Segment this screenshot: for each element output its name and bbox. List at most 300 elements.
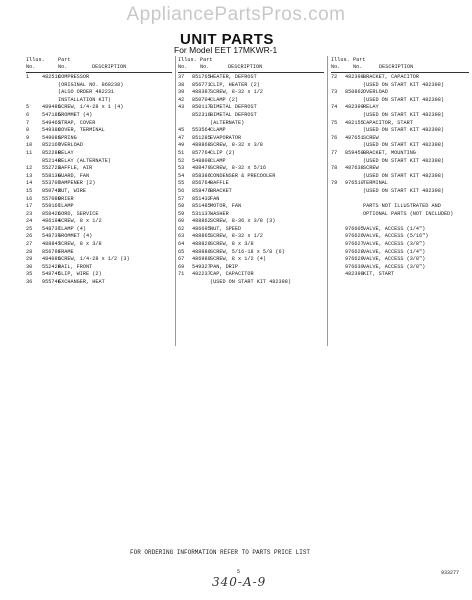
table-row xyxy=(178,135,324,143)
part-description: CLAMP (4) xyxy=(58,225,87,232)
part-description: STRAP, COVER xyxy=(58,119,96,126)
table-row xyxy=(331,142,469,150)
illus-number: 30 xyxy=(26,263,33,270)
table-row xyxy=(178,158,324,166)
illus-number: 27 xyxy=(26,241,33,248)
illus-number: 25 xyxy=(26,225,33,232)
table-row xyxy=(178,249,324,257)
illus-number: 23 xyxy=(26,210,33,217)
part-description: (ALTERNATE) xyxy=(210,119,245,126)
part-description: SCREW, 8-32 x 3/8 xyxy=(210,142,263,149)
header-no: No. xyxy=(331,64,341,70)
part-description: RELAY xyxy=(58,149,74,156)
table-row xyxy=(26,150,172,158)
part-description: (USED ON START KIT 482398) xyxy=(363,172,444,179)
column-divider xyxy=(175,56,176,346)
part-description: (USED ON START KIT 482398) xyxy=(363,142,444,149)
part-description: TERMINAL xyxy=(363,180,388,187)
table-row xyxy=(331,218,469,226)
illus-number: 54 xyxy=(178,172,185,179)
table-row xyxy=(178,74,324,82)
part-number: 852167 xyxy=(42,142,61,149)
header-part: Part xyxy=(200,57,213,63)
table-row xyxy=(331,241,469,249)
table-row xyxy=(178,271,324,279)
table-row xyxy=(26,89,172,97)
part-number: 548737 xyxy=(42,225,61,232)
part-number: 489486 xyxy=(42,104,61,111)
illus-number: 51 xyxy=(178,149,185,156)
part-description: SCREW, 1/4-28 x 1 (4) xyxy=(58,104,124,111)
page-number: 5 xyxy=(237,569,241,575)
illus-number: 12 xyxy=(26,165,33,172)
part-description: SCREW, 8 x 1/2 (4) xyxy=(210,256,267,263)
part-number: 486194 xyxy=(42,218,61,225)
part-number: 557080 xyxy=(42,195,61,202)
part-description: NUT, WIRE xyxy=(58,187,87,194)
part-description: (USED ON START KIT 482398) xyxy=(363,96,444,103)
illus-number: 49 xyxy=(178,142,185,149)
illus-number: 35 xyxy=(26,271,33,278)
header-illus: Illus. xyxy=(178,57,197,63)
part-number: 488865 xyxy=(192,233,211,240)
header-no: No. xyxy=(178,64,188,70)
part-number: 482516 xyxy=(42,74,61,80)
part-number: 548737 xyxy=(42,233,61,240)
illus-number: 11 xyxy=(26,149,33,156)
part-number: 976628 xyxy=(345,248,364,255)
table-row xyxy=(26,97,172,105)
part-number: 858426 xyxy=(42,210,61,217)
illus-number: 71 xyxy=(178,271,185,278)
model-subtitle: For Model EET 17MKWR-1 xyxy=(174,45,278,55)
illus-number: 36 xyxy=(26,279,33,286)
part-number: 859459 xyxy=(345,149,364,156)
table-row xyxy=(178,264,324,272)
illus-number: 5 xyxy=(26,104,30,111)
illus-number: 15 xyxy=(26,187,33,194)
header-illus: Illus. xyxy=(26,57,45,63)
part-description: CLIP (2) xyxy=(210,149,235,156)
illus-number: 78 xyxy=(331,165,338,172)
watermark: AppliancePartsPros.com xyxy=(126,4,346,25)
header-illus: Illus. xyxy=(331,57,350,63)
header-description: DESCRIPTION xyxy=(379,64,414,70)
part-description: CAPACITOR, START xyxy=(363,119,413,126)
illus-number: 76 xyxy=(331,134,338,141)
illus-number: 62 xyxy=(178,225,185,232)
table-row xyxy=(26,165,172,173)
part-number: 552426 xyxy=(42,263,61,270)
illus-number: 65 xyxy=(178,248,185,255)
part-description: BIMETAL DEFROST xyxy=(210,111,257,118)
part-number: 976629 xyxy=(345,256,364,263)
part-description: SCREW xyxy=(363,165,379,172)
part-description: SCREW, 8-32 x 1/2 xyxy=(210,89,263,96)
part-description: (ALSO ORDER 482231 xyxy=(58,89,115,96)
page-title: UNIT PARTS xyxy=(180,31,274,48)
part-number: 976626 xyxy=(345,233,364,240)
part-description: VALVE, ACCESS (1/4") xyxy=(363,225,426,232)
header-rule xyxy=(178,72,324,73)
part-number: 976510 xyxy=(345,180,364,187)
part-number: 482155 xyxy=(345,119,364,126)
illus-number: 72 xyxy=(331,74,338,80)
part-number: 531137 xyxy=(192,210,211,217)
part-description: GROMMET (4) xyxy=(58,111,93,118)
part-description: CLAMP xyxy=(210,127,226,134)
part-number: 486989 xyxy=(192,256,211,263)
table-row xyxy=(331,82,469,90)
part-number: 558130 xyxy=(42,172,61,179)
part-description: (USED ON START KIT 482398) xyxy=(363,81,444,88)
header-part-no: No. xyxy=(353,64,363,70)
part-description: SCREW, 1/4-28 x 1/2 (3) xyxy=(58,256,130,263)
part-number: 482237 xyxy=(192,271,211,278)
column-divider xyxy=(327,56,328,346)
table-row xyxy=(178,233,324,241)
table-row xyxy=(26,279,172,287)
table-row xyxy=(26,127,172,135)
table-row xyxy=(178,241,324,249)
part-number: 487651 xyxy=(345,134,364,141)
part-number: 488387 xyxy=(192,89,211,96)
column-header xyxy=(26,56,172,72)
table-row xyxy=(331,104,469,112)
part-number: 482398 xyxy=(345,74,364,80)
illus-number: 47 xyxy=(178,134,185,141)
part-description: VALVE, ACCESS (3/8") xyxy=(363,263,426,270)
illus-number: 52 xyxy=(178,157,185,164)
part-number: 488868 xyxy=(192,142,211,149)
illus-number: 39 xyxy=(178,89,185,96)
part-description: VALVE, ACCESS (5/16") xyxy=(363,233,429,240)
part-number: 852316 xyxy=(192,111,211,118)
part-number: 976630 xyxy=(345,263,364,270)
table-row xyxy=(331,188,469,196)
illus-number: 42 xyxy=(178,96,185,103)
illus-number: 38 xyxy=(178,81,185,88)
illus-number: 55 xyxy=(178,180,185,187)
part-description: (USED ON START KIT 482398) xyxy=(210,279,291,286)
table-row xyxy=(331,233,469,241)
illus-number: 1 xyxy=(26,74,30,80)
illus-number: 6 xyxy=(26,111,30,118)
illus-number: 37 xyxy=(178,74,185,80)
table-row xyxy=(26,120,172,128)
part-description: CLIP, HEATER (2) xyxy=(210,81,260,88)
parts-column-1 xyxy=(26,56,172,287)
part-number: 488862 xyxy=(192,218,211,225)
parts-column-2 xyxy=(178,56,324,287)
part-description: INSTALLATION KIT) xyxy=(58,96,111,103)
table-row xyxy=(26,82,172,90)
illus-number: 60 xyxy=(178,218,185,225)
table-row xyxy=(331,89,469,97)
part-number: 851285 xyxy=(192,134,211,141)
part-number: 549086 xyxy=(42,134,61,141)
table-row xyxy=(331,211,469,219)
illus-number: 64 xyxy=(178,241,185,248)
table-row xyxy=(178,180,324,188)
part-number: 548808 xyxy=(192,157,211,164)
table-row xyxy=(178,127,324,135)
table-row xyxy=(331,97,469,105)
part-description: SCREW, 8 x 1/2 xyxy=(58,218,102,225)
part-number: 552723 xyxy=(42,165,61,172)
table-row xyxy=(26,271,172,279)
table-row xyxy=(331,112,469,120)
table-row xyxy=(178,279,324,287)
header-description: DESCRIPTION xyxy=(92,64,127,70)
part-number: 487638 xyxy=(345,165,364,172)
part-number: 482399 xyxy=(345,104,364,111)
illus-number: 57 xyxy=(178,195,185,202)
column-header xyxy=(331,56,469,72)
part-number: 549327 xyxy=(192,263,211,270)
table-row xyxy=(331,120,469,128)
illus-number: 14 xyxy=(26,180,33,187)
part-number: 857764 xyxy=(192,149,211,156)
part-number: 553707 xyxy=(42,180,61,187)
table-row xyxy=(26,135,172,143)
illus-number: 53 xyxy=(178,165,185,172)
part-description: BAFFLE xyxy=(210,180,229,187)
part-number: 851432 xyxy=(192,195,211,202)
part-number: 858476 xyxy=(192,187,211,194)
table-row xyxy=(178,188,324,196)
table-row xyxy=(178,165,324,173)
table-row xyxy=(26,233,172,241)
table-row xyxy=(331,249,469,257)
table-row xyxy=(26,158,172,166)
part-description: CONDENSER & PRECOOLER xyxy=(210,172,276,179)
part-description: SCREW xyxy=(363,134,379,141)
part-description: RELAY xyxy=(363,104,379,111)
illus-number: 75 xyxy=(331,119,338,126)
table-row xyxy=(26,203,172,211)
table-row xyxy=(331,271,469,279)
table-row xyxy=(26,180,172,188)
table-row xyxy=(331,226,469,234)
table-row xyxy=(178,112,324,120)
table-row xyxy=(26,112,172,120)
illus-number: 29 xyxy=(26,256,33,263)
illus-number: 9 xyxy=(26,134,30,141)
table-row xyxy=(26,173,172,181)
part-number: 488889 xyxy=(192,248,211,255)
part-description: GUARD, FAN xyxy=(58,172,90,179)
table-row xyxy=(26,188,172,196)
part-description: CLIP, WIRE (2) xyxy=(58,271,102,278)
table-row xyxy=(26,74,172,82)
part-description: SCREW, 8 x 3/8 xyxy=(210,241,254,248)
part-description: VALVE, ACCESS (3/8") xyxy=(363,241,426,248)
part-number: 955746 xyxy=(42,279,61,286)
part-description: (USED ON START KIT 482398) xyxy=(363,127,444,134)
part-description: (ORIGINAL NO. 860238) xyxy=(58,81,124,88)
table-row xyxy=(178,226,324,234)
table-row xyxy=(331,135,469,143)
part-description: CLAMP (2) xyxy=(210,96,239,103)
illus-number: 28 xyxy=(26,248,33,255)
part-number: 851765 xyxy=(192,74,211,80)
illus-number: 13 xyxy=(26,172,33,179)
part-description: SCREW, 8 x 3/8 xyxy=(58,241,102,248)
column-header xyxy=(178,56,324,72)
table-row xyxy=(26,196,172,204)
part-number: 850862 xyxy=(345,89,364,96)
part-number: 856771 xyxy=(192,81,211,88)
part-number: 553564 xyxy=(192,127,211,134)
table-row xyxy=(178,256,324,264)
table-row xyxy=(178,203,324,211)
part-description: DAMPENER (2) xyxy=(58,180,96,187)
table-row xyxy=(178,120,324,128)
illus-number: 74 xyxy=(331,104,338,111)
part-description: BRACKET, CAPACITOR xyxy=(363,74,420,80)
part-description: GROMMET (4) xyxy=(58,233,93,240)
handwritten-note: 340-A-9 xyxy=(212,575,267,589)
part-description: OVERLOAD xyxy=(363,89,388,96)
part-description: (USED ON START KIT 482398) xyxy=(363,187,444,194)
illus-number: 26 xyxy=(26,233,33,240)
part-number: 850742 xyxy=(42,187,61,194)
table-row xyxy=(26,142,172,150)
part-description: EVAPORATOR xyxy=(210,134,242,141)
part-number: 484086 xyxy=(42,256,61,263)
part-description: NUT, SPEED xyxy=(210,225,242,232)
table-row xyxy=(26,264,172,272)
part-number: 488479 xyxy=(192,165,211,172)
illus-number: 43 xyxy=(178,104,185,111)
part-number: 850704 xyxy=(192,96,211,103)
part-description: PAN, DRIP xyxy=(210,263,239,270)
table-row xyxy=(331,196,469,204)
part-number: 486695 xyxy=(192,225,211,232)
part-description: WASHER xyxy=(210,210,229,217)
part-description: BRACKET xyxy=(210,187,232,194)
part-number: 976605 xyxy=(345,225,364,232)
part-description: SPRING xyxy=(58,134,77,141)
header-no: No. xyxy=(26,64,36,70)
part-description: BRACKET, MOUNTING xyxy=(363,149,416,156)
part-description: BAFFLE, AIR xyxy=(58,165,93,172)
table-row xyxy=(331,256,469,264)
part-number: 852280 xyxy=(42,149,61,156)
part-number: 482398 xyxy=(345,271,364,278)
table-row xyxy=(331,264,469,272)
part-number: 850117 xyxy=(192,104,211,111)
part-number: 976627 xyxy=(345,241,364,248)
illus-number: 67 xyxy=(178,256,185,263)
part-description: RELAY (ALTERNATE) xyxy=(58,157,111,164)
part-description: CLAMP xyxy=(210,157,226,164)
header-part: Part xyxy=(353,57,366,63)
ordering-footer: FOR ORDERING INFORMATION REFER TO PARTS PRICE LIST xyxy=(130,549,311,556)
document-code: 933277 xyxy=(441,570,460,576)
part-number: 548745 xyxy=(42,271,61,278)
header-part-no: No. xyxy=(200,64,210,70)
table-row xyxy=(331,203,469,211)
illus-number: 63 xyxy=(178,233,185,240)
illus-number: 7 xyxy=(26,119,30,126)
part-description: SCREW, 8-32 x 1/2 xyxy=(210,233,263,240)
table-row xyxy=(178,211,324,219)
part-description: (USED ON START KIT 482398) xyxy=(363,111,444,118)
table-row xyxy=(331,150,469,158)
illus-number: 8 xyxy=(26,127,30,134)
part-description: MOTOR, FAN xyxy=(210,203,242,210)
table-row xyxy=(331,165,469,173)
table-row xyxy=(26,249,172,257)
table-row xyxy=(331,180,469,188)
part-description: BIMETAL DEFROST xyxy=(210,104,257,111)
part-number: 549463 xyxy=(42,119,61,126)
illus-number: 24 xyxy=(26,218,33,225)
part-description: DRIER xyxy=(58,195,74,202)
illus-number: 16 xyxy=(26,195,33,202)
table-row xyxy=(178,150,324,158)
illus-number: 59 xyxy=(178,210,185,217)
table-row xyxy=(178,142,324,150)
part-number: 549380 xyxy=(42,127,61,134)
table-row xyxy=(331,158,469,166)
part-number: 547185 xyxy=(42,111,61,118)
table-row xyxy=(178,196,324,204)
part-number: 488847 xyxy=(42,241,61,248)
illus-number: 56 xyxy=(178,187,185,194)
table-row xyxy=(26,104,172,112)
header-rule xyxy=(26,72,172,73)
header-part: Part xyxy=(58,57,71,63)
part-number: 488829 xyxy=(192,241,211,248)
part-description: SCREW, 8-36 x 3/8 (3) xyxy=(210,218,276,225)
part-number: 852148 xyxy=(42,157,61,164)
part-number: 856764 xyxy=(192,180,211,187)
table-row xyxy=(178,173,324,181)
part-number: 858386 xyxy=(192,172,211,179)
part-description: SCREW, 8-32 x 5/16 xyxy=(210,165,267,172)
table-row xyxy=(26,211,172,219)
table-row xyxy=(331,74,469,82)
header-description: DESCRIPTION xyxy=(228,64,263,70)
illus-number: 17 xyxy=(26,203,33,210)
table-row xyxy=(178,104,324,112)
part-description: CAP, CAPACITOR xyxy=(210,271,254,278)
part-description: PARTS NOT ILLUSTRATED AND xyxy=(363,203,441,210)
illus-number: 10 xyxy=(26,142,33,149)
table-row xyxy=(331,173,469,181)
part-description: CLAMP xyxy=(58,203,74,210)
illus-number: 79 xyxy=(331,180,338,187)
part-description: COMPRESSOR xyxy=(58,74,90,80)
header-rule xyxy=(331,72,469,73)
table-row xyxy=(26,226,172,234)
part-description: RAIL, FRONT xyxy=(58,263,93,270)
part-description: SCREW, 5/16-18 x 5/8 (6) xyxy=(210,248,285,255)
illus-number: 77 xyxy=(331,149,338,156)
table-row xyxy=(178,82,324,90)
illus-number: 58 xyxy=(178,203,185,210)
part-number: 559167 xyxy=(42,203,61,210)
illus-number: 69 xyxy=(178,263,185,270)
table-row xyxy=(26,218,172,226)
part-description: VALVE, ACCESS (3/8") xyxy=(363,256,426,263)
table-row xyxy=(178,218,324,226)
part-description: OPTIONAL PARTS (NOT INCLUDED) xyxy=(363,210,454,217)
part-description: EXCHANGER, HEAT xyxy=(58,279,105,286)
